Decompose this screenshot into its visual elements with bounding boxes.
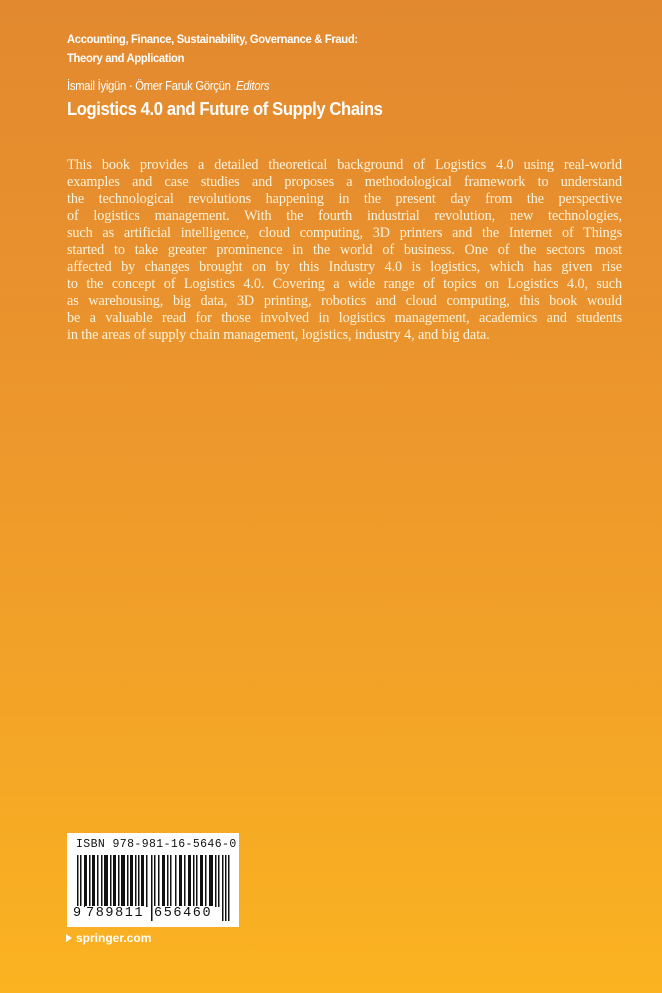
editor-names: İsmail İyigün · Ömer Faruk Görçün bbox=[67, 79, 231, 93]
editors-role: Editors bbox=[236, 79, 270, 93]
book-title: Logistics 4.0 and Future of Supply Chains bbox=[67, 98, 383, 119]
barcode-digit-first: 9 bbox=[73, 906, 83, 921]
description-line: of logistics management. With the fourth industrial revolution, new technologies, bbox=[67, 208, 622, 224]
description-line: affected by changes brought on by this Industry 4.0 is logistics, which has given rise bbox=[67, 259, 622, 275]
description-line: examples and case studies and proposes a methodological framework to understand bbox=[67, 174, 622, 190]
barcode-digits-right: 656460 bbox=[154, 906, 213, 921]
barcode-digits-left: 789811 bbox=[86, 906, 145, 921]
description-line: the technological revolutions happening in the present day from the perspective bbox=[67, 191, 622, 207]
series-title bbox=[67, 30, 453, 68]
isbn-label: ISBN 978-981-16-5646-0 bbox=[76, 838, 237, 851]
description-line: started to take greater prominence in the world of business. One of the sectors most bbox=[67, 242, 622, 258]
description-line: be a valuable read for those involved in logistics management, academics and students bbox=[67, 310, 622, 326]
book-description bbox=[67, 157, 622, 344]
description-line: as warehousing, big data, 3D printing, robotics and cloud computing, this book would bbox=[67, 293, 622, 309]
description-line: in the areas of supply chain management, logistics, industry 4, and big data. bbox=[67, 327, 490, 343]
series-title-line-2: Theory and Application bbox=[67, 51, 185, 65]
play-arrow-icon bbox=[66, 934, 72, 942]
publisher-link-text[interactable]: springer.com bbox=[76, 931, 152, 945]
description-line: such as artificial intelligence, cloud computing, 3D printers and the Internet of Things bbox=[67, 225, 622, 241]
series-title-line-1: Accounting, Finance, Sustainability, Governance & Fraud: bbox=[67, 32, 358, 46]
editors-line bbox=[67, 79, 269, 94]
isbn-barcode bbox=[67, 833, 239, 927]
publisher-link[interactable] bbox=[66, 931, 151, 945]
description-line: This book provides a detailed theoretical background of Logistics 4.0 using real-world bbox=[67, 157, 622, 173]
description-line: to the concept of Logistics 4.0. Covering a wide range of topics on Logistics 4.0, such bbox=[67, 276, 622, 292]
